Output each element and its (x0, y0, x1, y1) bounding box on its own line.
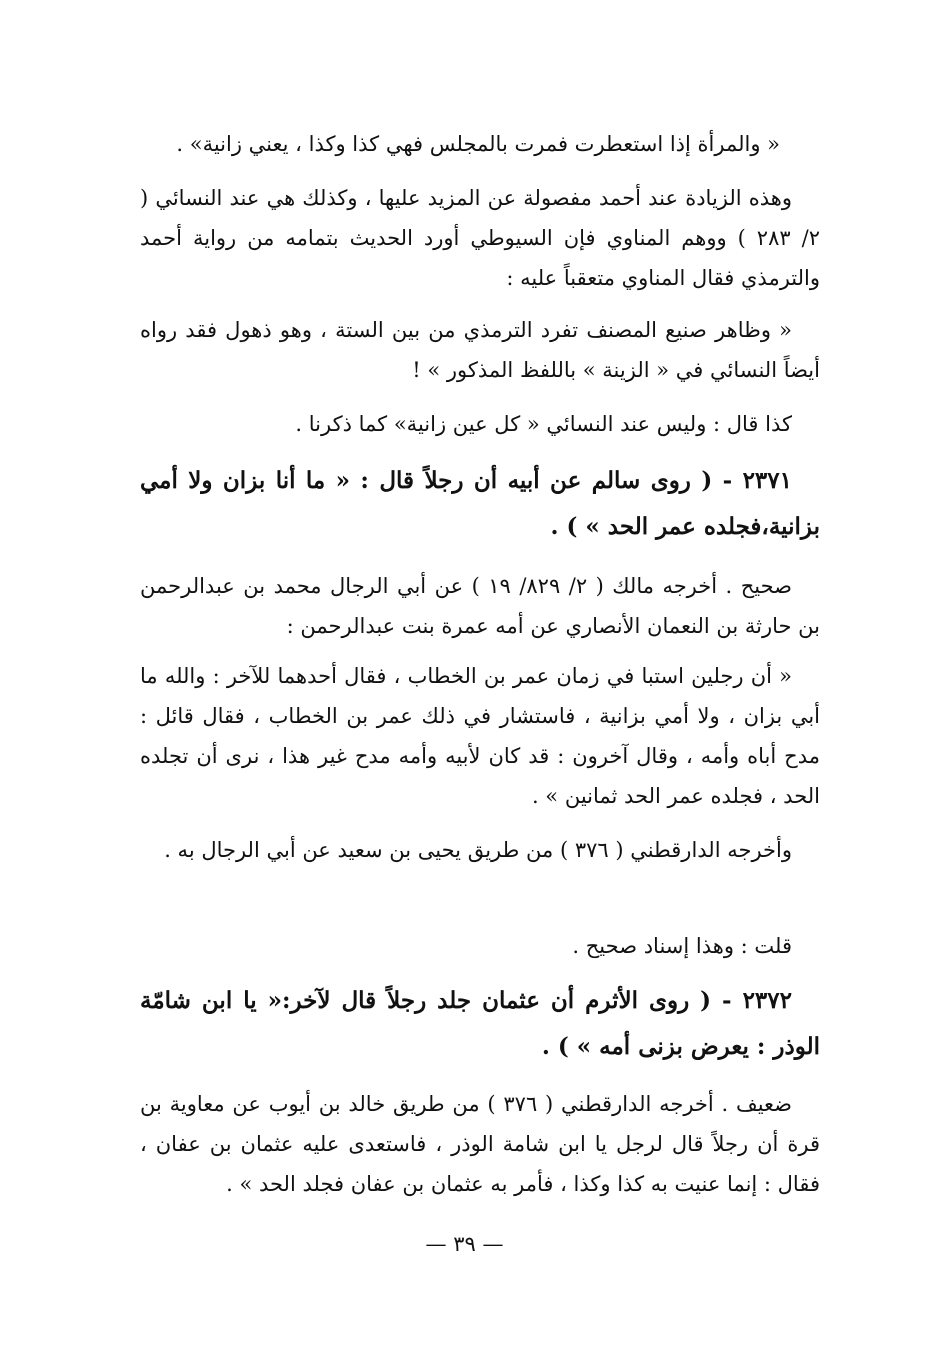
paragraph-kadha-qal: كذا قال : وليس عند النسائي « كل عين زانية» كما ذكرنا . (295, 412, 792, 436)
paragraph-takhrij-malik: صحيح . أخرجه مالك ( ٢/ ٨٢٩/ ١٩ ) عن أبي الرجال محمد بن عبدالرحمن بن حارثة بن النعمان الأنصاري عن أمه عمرة بنت عبدالرحمن : (140, 574, 820, 638)
paragraph-quote-perfume: « والمرأة إذا استعطرت فمرت بالمجلس فهي كذا وكذا ، يعني زانية» . (176, 132, 780, 156)
paragraph-narration-two-men: « أن رجلين استبا في زمان عمر بن الخطاب ، فقال أحدهما للآخر : والله ما أبي بزان ، ولا أمي بزانية ، فاستشار في ذلك عمر بن الخطاب ، فقال قائل : مدح أباه وأمه ، وقال آخرون : قد كان لأبيه وأمه مدح غير هذا ، نرى أن تجلده الحد ، فجلده عمر الحد ثمانين » . (140, 664, 820, 808)
paragraph-munawi-quote: « وظاهر صنيع المصنف تفرد الترمذي من بين الستة ، وهو ذهول فقد رواه أيضاً النسائي في « الزينة » باللفظ المذكور » ! (140, 318, 820, 382)
hadith-2371: ٢٣٧١ - ( روى سالم عن أبيه أن رجلاً قال : « ما أنا بزان ولا أمي بزانية،فجلده عمر الحد » ) . (140, 467, 820, 540)
paragraph-qultu-sahih: قلت : وهذا إسناد صحيح . (572, 934, 792, 958)
page-number: — ٣٩ — (425, 1232, 504, 1256)
paragraph-takhrij-daraqutni-khalid: ضعيف . أخرجه الدارقطني ( ٣٧٦ ) من طريق خالد بن أيوب عن معاوية بن قرة أن رجلاً قال لرجل يا ابن شامة الوذر ، فاستعدى عليه عثمان بن عفان ، فقال : إنما عنيت به كذا وكذا ، فأمر به عثمان بن عفان فجلد الحد » . (140, 1092, 820, 1196)
paragraph-daraqutni-yahya: وأخرجه الدارقطني ( ٣٧٦ ) من طريق يحيى بن سعيد عن أبي الرجال به . (164, 838, 792, 862)
paragraph-addition-note: وهذه الزيادة عند أحمد مفصولة عن المزيد عليها ، وكذلك هي عند النسائي ( ٢/ ٢٨٣ ) ووهم المناوي فإن السيوطي أورد الحديث بتمامه من رواية أحمد والترمذي فقال المناوي متعقباً عليه : (140, 186, 820, 290)
hadith-2372: ٢٣٧٢ - ( روى الأثرم أن عثمان جلد رجلاً قال لآخر:« يا ابن شامّة الوذر : يعرض بزنى أمه » ) . (140, 987, 820, 1060)
